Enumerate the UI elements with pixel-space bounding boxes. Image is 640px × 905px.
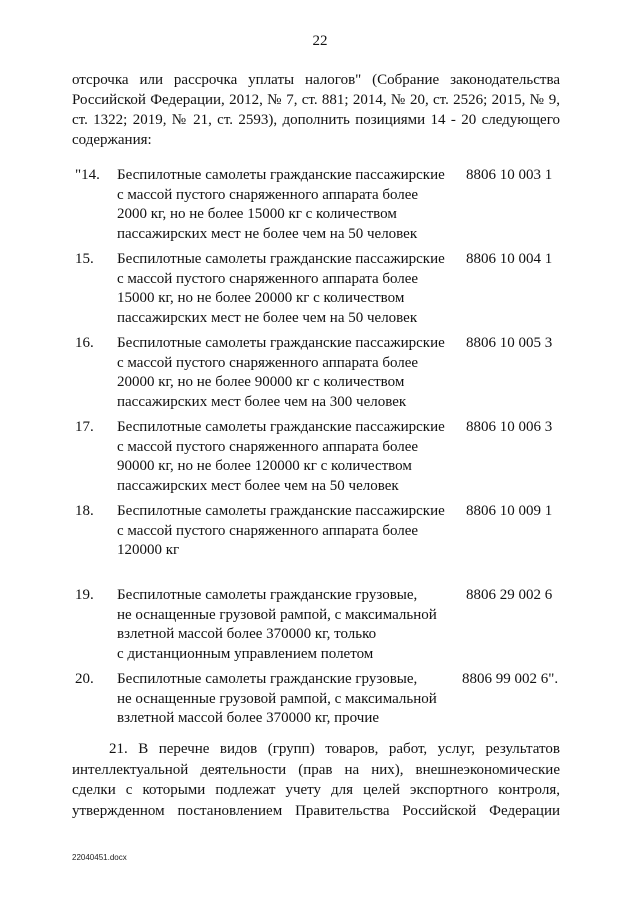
position-number: "14. <box>75 167 100 183</box>
description-line: Беспилотные самолеты гражданские пассажирские <box>117 167 445 183</box>
position-description <box>117 418 457 496</box>
position-item <box>72 586 572 670</box>
paragraph-line: сделки с которыми подлежат учету для целей экспортного контроля, <box>72 782 560 798</box>
description-line: с массой пустого снаряженного аппарата более <box>117 270 419 287</box>
description-line: взлетной массой более 370000 кг, только <box>117 626 377 642</box>
positions-list <box>72 166 572 754</box>
position-code: 8806 29 002 6 <box>466 587 553 603</box>
description-line: пассажирских мест более чем на 300 человек <box>117 393 407 410</box>
description-line: с дистанционным управлением полетом <box>117 645 374 662</box>
page-number: 22 <box>312 33 328 49</box>
position-description <box>117 586 457 664</box>
description-line: Беспилотные самолеты гражданские пассажирские <box>117 251 445 267</box>
position-item <box>72 418 572 502</box>
position-code: 8806 10 003 1 <box>466 167 553 183</box>
description-line: взлетной массой более 370000 кг, прочие <box>117 710 380 726</box>
position-number: 15. <box>75 251 94 267</box>
description-line: 120000 кг <box>117 542 180 558</box>
position-number: 18. <box>75 503 94 519</box>
paragraph-line: интеллектуальной деятельности (прав на них), внешнеэкономические <box>72 761 560 778</box>
intro-line: отсрочка или рассрочка уплаты налогов" (Собрание законодательства <box>72 72 560 88</box>
position-description <box>117 250 457 328</box>
position-code: 8806 10 009 1 <box>466 503 553 519</box>
position-code: 8806 10 006 3 <box>466 419 553 435</box>
position-description <box>117 334 457 412</box>
description-line: с массой пустого снаряженного аппарата более <box>117 522 419 539</box>
description-line: пассажирских мест не более чем на 50 человек <box>117 225 418 242</box>
intro-paragraph <box>72 70 560 150</box>
description-line: Беспилотные самолеты гражданские пассажирские <box>117 503 445 519</box>
position-code: 8806 10 004 1 <box>466 251 553 267</box>
description-line: с массой пустого снаряженного аппарата более <box>117 186 419 203</box>
position-number: 20. <box>75 671 94 687</box>
description-line: не оснащенные грузовой рампой, с максимальной <box>117 690 437 707</box>
paragraph-21 <box>72 739 560 821</box>
position-description <box>117 166 457 244</box>
footer-filename: 22040451.docx <box>72 853 127 862</box>
intro-line: ст. 1322; 2019, № 21, ст. 2593), дополнить позициями 14 - 20 следующего <box>72 112 560 128</box>
description-line: Беспилотные самолеты гражданские грузовые, <box>117 671 418 687</box>
position-number: 16. <box>75 335 94 351</box>
position-description <box>117 502 457 561</box>
description-line: Беспилотные самолеты гражданские грузовые, <box>117 587 418 603</box>
intro-line: содержания: <box>72 132 152 148</box>
description-line: 20000 кг, но не более 90000 кг с количеством <box>117 374 405 390</box>
description-line: 90000 кг, но не более 120000 кг с количеством <box>117 458 412 474</box>
position-number: 17. <box>75 419 94 435</box>
position-number: 19. <box>75 587 94 603</box>
description-line: не оснащенные грузовой рампой, с максимальной <box>117 606 437 623</box>
position-item <box>72 502 572 586</box>
position-item <box>72 166 572 250</box>
description-line: 15000 кг, но не более 20000 кг с количеством <box>117 290 405 306</box>
position-item <box>72 250 572 334</box>
description-line: пассажирских мест не более чем на 50 человек <box>117 309 418 326</box>
position-description <box>117 670 457 729</box>
description-line: 2000 кг, но не более 15000 кг с количеством <box>117 206 397 222</box>
description-line: с массой пустого снаряженного аппарата более <box>117 354 419 371</box>
description-line: Беспилотные самолеты гражданские пассажирские <box>117 335 445 351</box>
intro-line: Российской Федерации, 2012, № 7, ст. 881; 2014, № 20, ст. 2526; 2015, № 9, <box>72 92 560 108</box>
paragraph-line: 21. В перечне видов (групп) товаров, работ, услуг, результатов <box>109 741 560 757</box>
description-line: с массой пустого снаряженного аппарата более <box>117 438 419 455</box>
position-code: 8806 99 002 6". <box>462 671 559 687</box>
position-code: 8806 10 005 3 <box>466 335 553 351</box>
description-line: пассажирских мест более чем на 50 человек <box>117 477 399 494</box>
paragraph-line: утвержденном постановлением Правительства Российской Федерации <box>72 802 560 819</box>
position-item <box>72 334 572 418</box>
description-line: Беспилотные самолеты гражданские пассажирские <box>117 419 445 435</box>
